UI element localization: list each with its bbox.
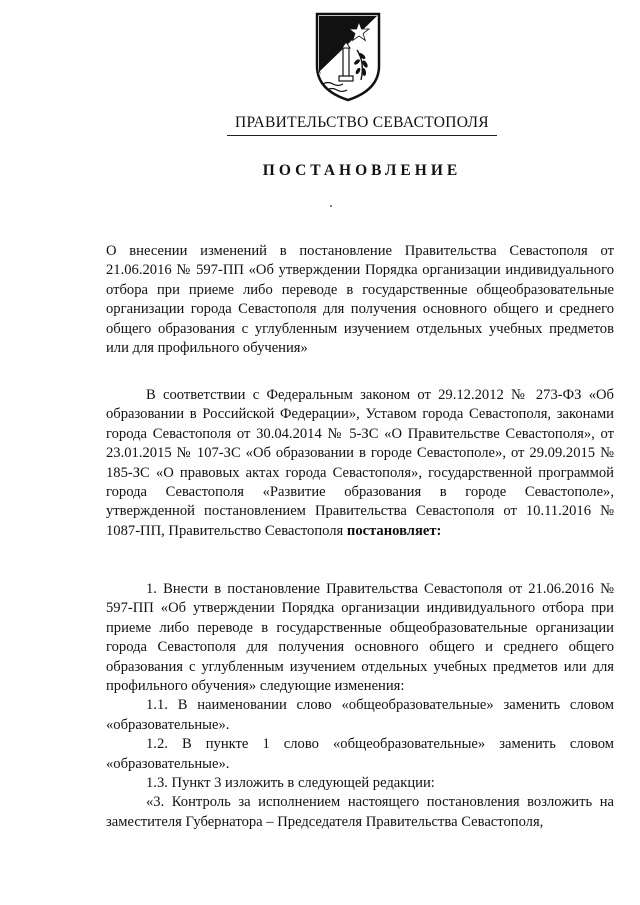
stray-dot xyxy=(330,205,332,207)
preamble-text: В соответствии с Федеральным законом от 29.12.2012 № 273-ФЗ «Об образовании в Российской Федерации», Уставом города Севастополя, законами города Севастополя от 30.04.2014 № 5-ЗС «О Правительстве Севастополя», от 23.01.2015 № 107-ЗС «Об образовании в городе Севастополе», от 29.09.2015 № 185-ЗС «О правовых актах города Севастополя», государственной программой города Севастополя «Развитие образования в городе Севастополе», утвержденной постановлением Правительства Севастополя от 10.11.2016 № 1087-ПП, Правительство Севастополя xyxy=(106,387,614,539)
document-subject: О внесении изменений в постановление Правительства Севастополя от 21.06.2016 № 597-ПП «Об утверждении Порядка организации индивидуального отбора при приеме либо переводе в государственные общеобразовательные организации города Севастополя для получения основного общего и среднего общего образования с углубленным изучением отдельных учебных предметов или для профильного обучения» xyxy=(106,243,614,357)
body-section xyxy=(106,580,614,832)
item-1: 1. Внести в постановление Правительства Севастополя от 21.06.2016 № 597-ПП «Об утверждении Порядка организации индивидуального отбора при приеме либо переводе в государственные общеобразовательные организации города Севастополя для получения основного общего и среднего общего образования с углубленным изучением отдельных учебных предметов или для профильного обучения» следующие изменения: xyxy=(106,581,614,695)
item-1-3-quote: «3. Контроль за исполнением настоящего постановления возложить на заместителя Губернатора – Председателя Правительства Севастополя, xyxy=(106,794,614,830)
government-name: ПРАВИТЕЛЬСТВО СЕВАСТОПОЛЯ xyxy=(235,114,489,131)
header-rule xyxy=(227,135,497,136)
item-1-2: 1.2. В пункте 1 слово «общеобразовательные» заменить словом «образовательные». xyxy=(106,736,614,772)
preamble-emphasis: постановляет: xyxy=(346,522,442,539)
preamble-paragraph xyxy=(106,386,614,541)
item-1-1: 1.1. В наименовании слово «общеобразовательные» заменить словом «образовательные». xyxy=(106,697,614,733)
document-type-title: ПОСТАНОВЛЕНИЕ xyxy=(262,162,462,179)
coat-of-arms-icon xyxy=(313,10,383,102)
item-1-3: 1.3. Пункт 3 изложить в следующей редакции: xyxy=(146,775,435,792)
